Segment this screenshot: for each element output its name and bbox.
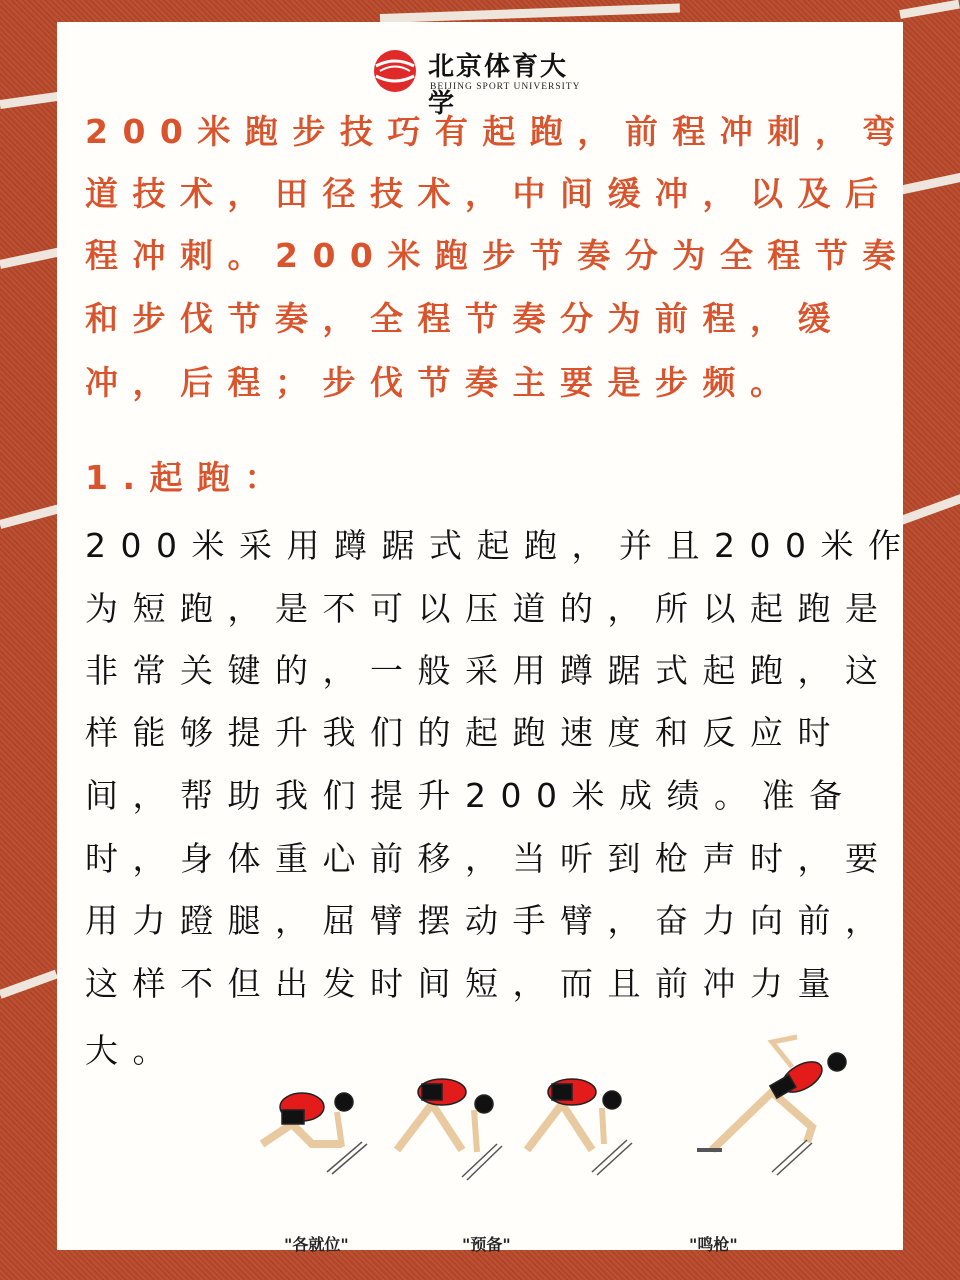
- intro-line: 道技术，田径技术，中间缓冲，以及后: [85, 174, 893, 213]
- body-line: 样能够提升我们的起跑速度和反应时: [85, 713, 845, 752]
- runner-set: [397, 1079, 502, 1180]
- body-line: 间，帮助我们提升200米成绩。准备: [85, 776, 857, 815]
- body-line: 用力蹬腿，屈臂摆动手臂，奋力向前，: [85, 901, 893, 940]
- intro-line: 200米跑步技巧有起跑，前程冲刺，弯: [85, 112, 910, 151]
- body-line: 大。: [85, 1031, 180, 1070]
- logo-name-cn: 北京体育大学: [428, 52, 569, 119]
- caption-on-your-marks: "各就位": [284, 1235, 349, 1254]
- university-logo: [372, 44, 592, 119]
- body-line: 200米采用蹲踞式起跑，并且200米作: [85, 526, 916, 565]
- intro-line: 程冲刺。200米跑步节奏分为全程节奏: [85, 236, 910, 275]
- body-line: 非常关键的，一般采用蹲踞式起跑，这: [85, 651, 893, 690]
- caption-set: "预备": [462, 1235, 511, 1254]
- body-line: 这样不但出发时间短，而且前冲力量: [85, 964, 845, 1003]
- intro-line: 冲，后程；步伐节奏主要是步频。: [85, 363, 798, 402]
- section-heading: 1.起跑：: [85, 458, 292, 497]
- runner-on-your-marks: [262, 1093, 367, 1174]
- logo-name-en: BEIJING SPORT UNIVERSITY: [430, 82, 581, 92]
- runner-gun: [527, 1079, 632, 1175]
- caption-gun: "鸣枪": [689, 1235, 738, 1254]
- sprint-start-illustration: [252, 1032, 852, 1254]
- swirl-logo-icon: [372, 48, 418, 94]
- body-line: 为短跑，是不可以压道的，所以起跑是: [85, 589, 893, 628]
- runner-sprinting: [697, 1037, 846, 1175]
- intro-line: 和步伐节奏，全程节奏分为前程，缓: [85, 299, 845, 338]
- body-line: 时，身体重心前移，当听到枪声时，要: [85, 839, 893, 878]
- content-card: [57, 22, 916, 1254]
